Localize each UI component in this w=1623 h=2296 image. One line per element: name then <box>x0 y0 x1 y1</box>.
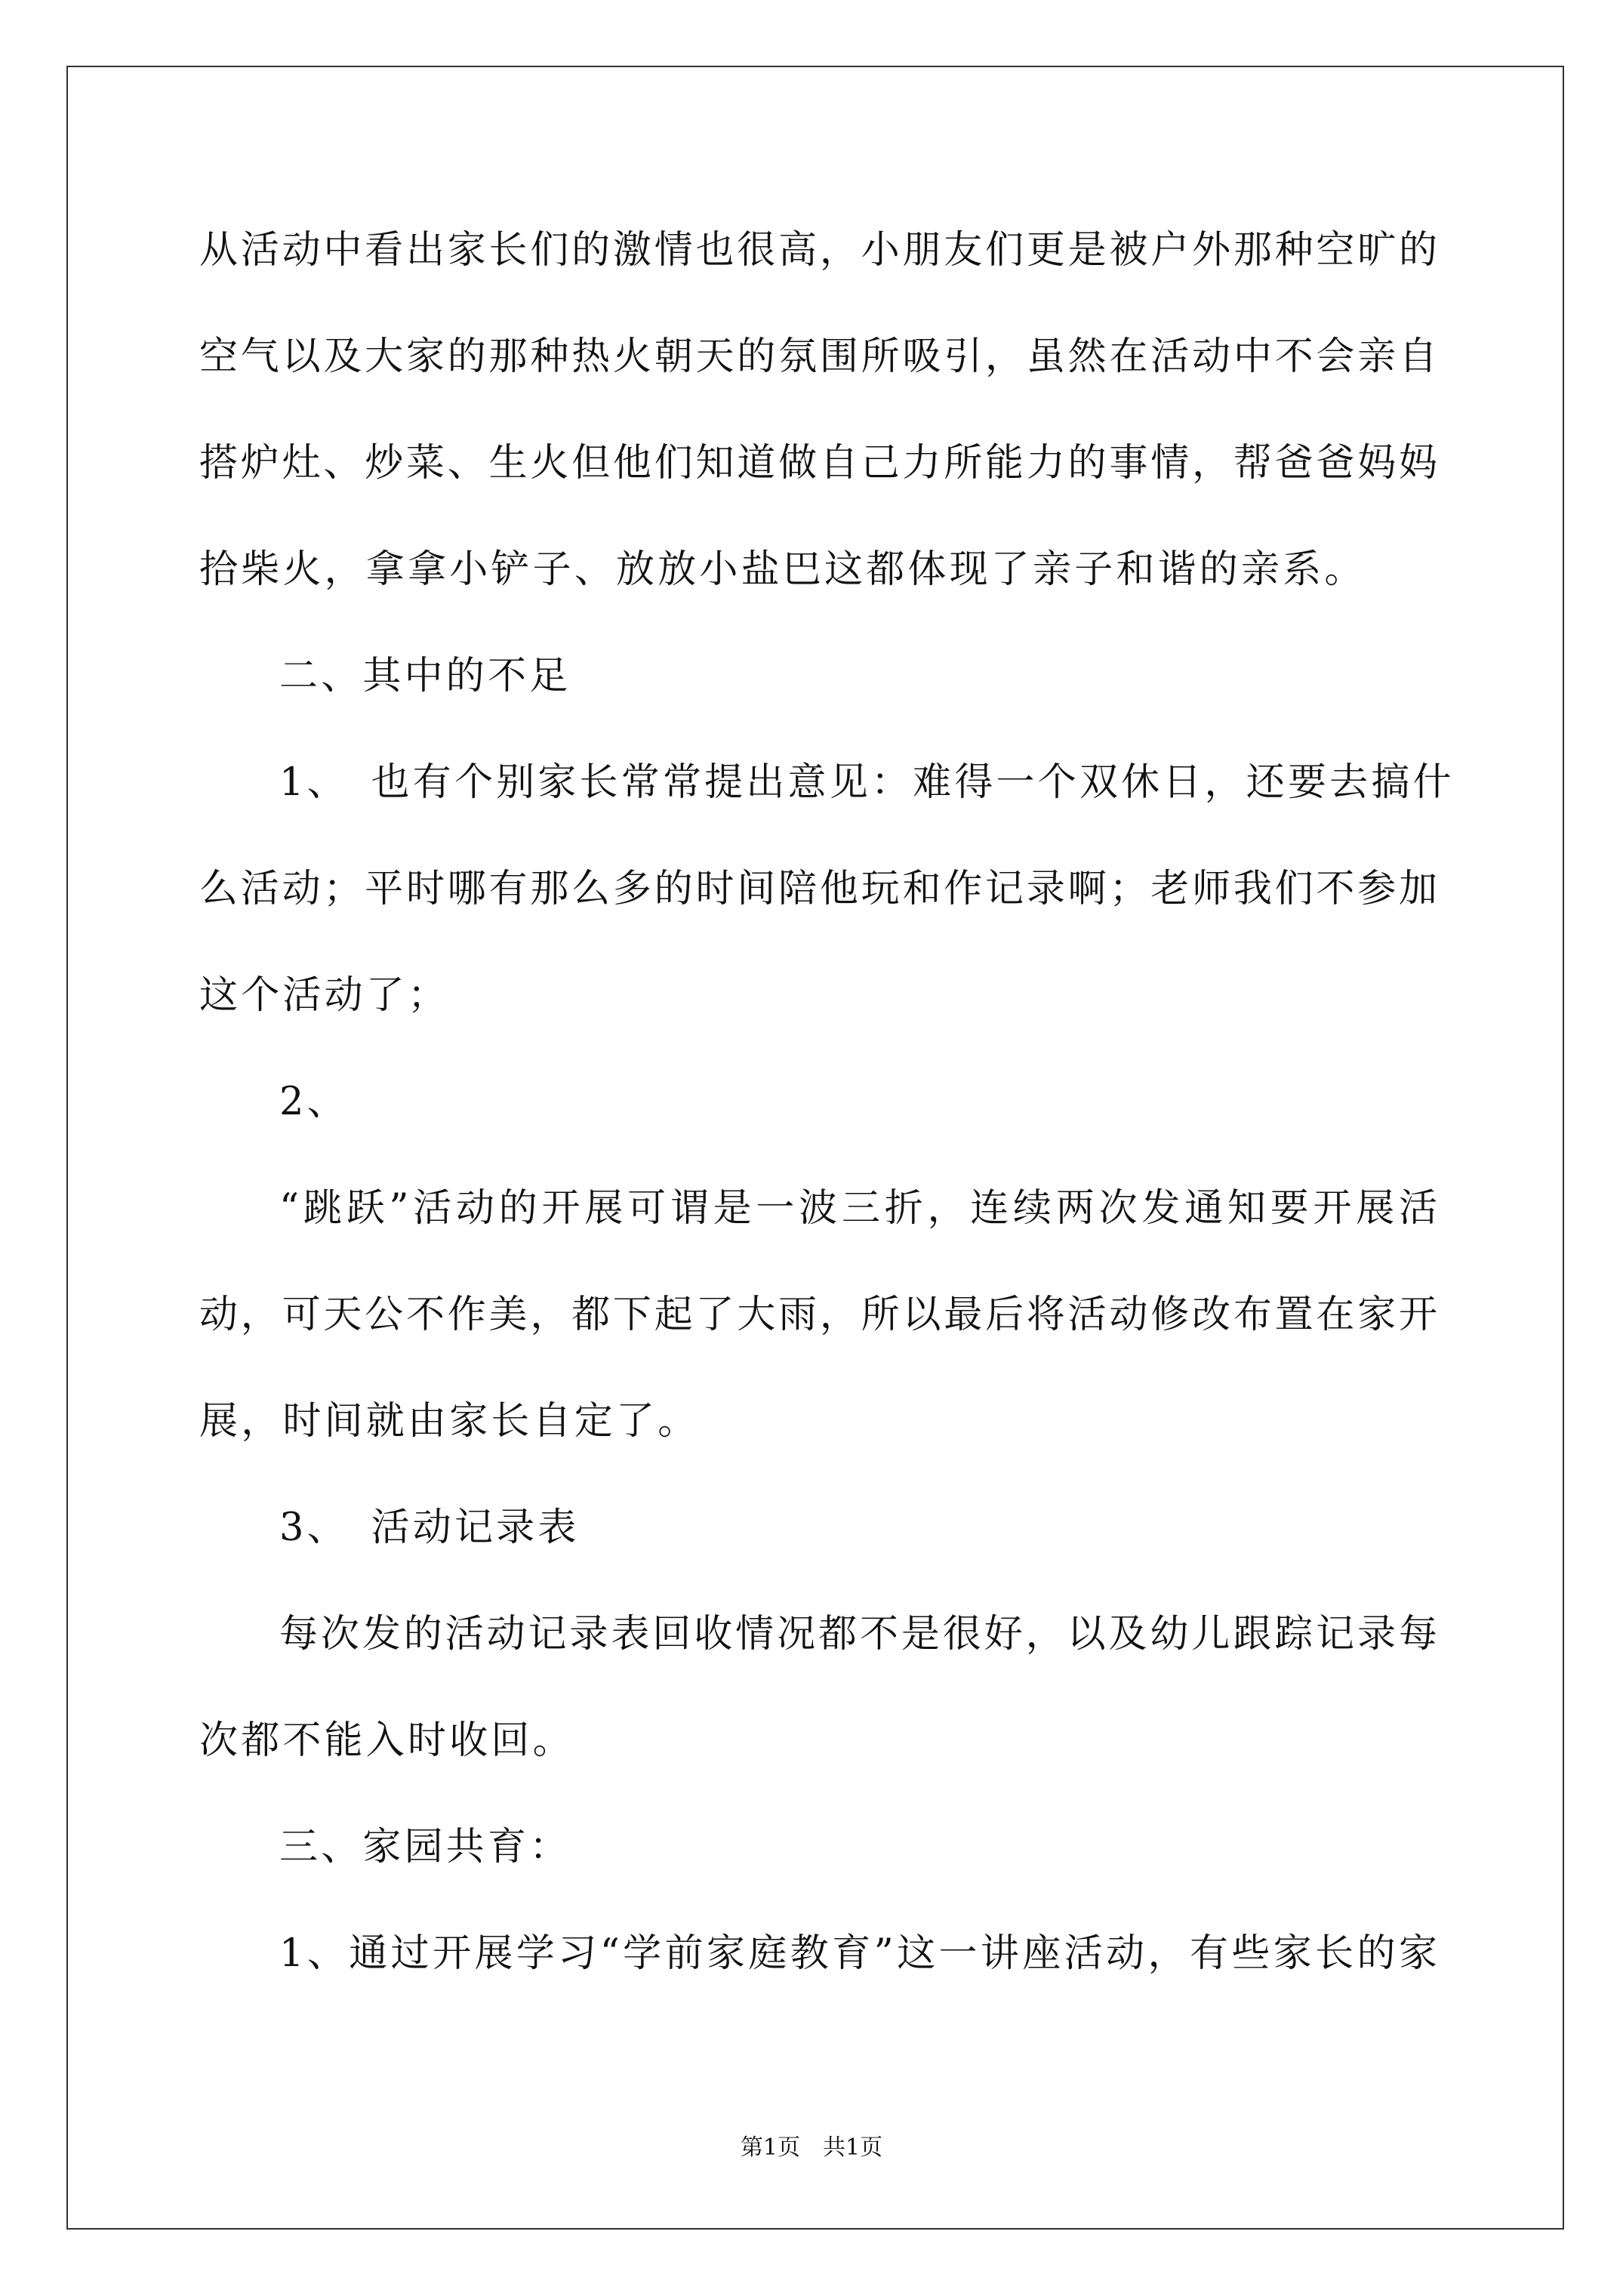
paragraph-line: 从活动中看出家长们的激情也很高，小朋友们更是被户外那种空旷的 <box>199 228 1437 273</box>
paragraph-line: 搭炉灶、炒菜、生火但他们知道做自己力所能力的事情，帮爸爸妈妈 <box>199 441 1437 485</box>
page-border <box>66 66 1564 2230</box>
section-heading: 二、其中的不足 <box>279 654 571 698</box>
paragraph-line: 拾柴火，拿拿小铲子、放放小盐巴这都体现了亲子和谐的亲系。 <box>199 547 1366 592</box>
section-heading: 三、家园共育： <box>279 1825 571 1869</box>
paragraph-line: 次都不能入时收回。 <box>199 1718 574 1763</box>
page-footer: 第1页 共1页 <box>740 2134 883 2161</box>
paragraph-line: 这个活动了； <box>199 973 450 1018</box>
list-item-heading: 1、 也有个别家长常常提出意见：难得一个双休日，还要去搞什 <box>279 760 1455 805</box>
paragraph-line: 1、通过开展学习“学前家庭教育”这一讲座活动，有些家长的家 <box>279 1931 1437 1976</box>
paragraph-line: 动，可天公不作美，都下起了大雨，所以最后将活动修改布置在家开 <box>199 1293 1437 1337</box>
list-item-heading: 2、 <box>279 1080 349 1124</box>
paragraph-line: 每次发的活动记录表回收情况都不是很好，以及幼儿跟踪记录每 <box>279 1612 1437 1657</box>
paragraph-line: 空气以及大家的那种热火朝天的氛围所吸引，虽然在活动中不会亲自 <box>199 334 1437 379</box>
list-item-heading: 3、 活动记录表 <box>279 1505 580 1550</box>
paragraph-line: “跳跃”活动的开展可谓是一波三折，连续两次发通知要开展活 <box>279 1186 1437 1231</box>
paragraph-line: 么活动；平时哪有那么多的时间陪他玩和作记录啊；老师我们不参加 <box>199 867 1437 911</box>
paragraph-line: 展，时间就由家长自定了。 <box>199 1399 700 1444</box>
